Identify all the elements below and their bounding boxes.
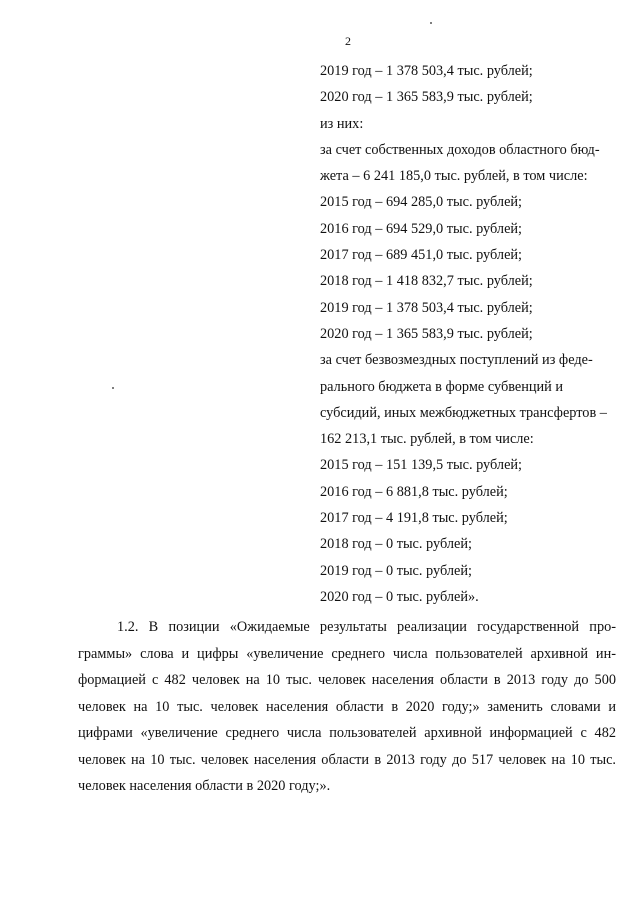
- paragraph-line: цифрами «увеличение среднего числа пользователей архивной информацией с 482: [78, 725, 616, 741]
- funding-line: 2020 год – 1 365 583,9 тыс. рублей;: [320, 325, 533, 342]
- paragraph-line: человек на 10 тыс. человек населения области в 2013 году до 517 человек на 10 тыс.: [78, 751, 616, 768]
- funding-line: 2019 год – 1 378 503,4 тыс. рублей;: [320, 299, 533, 316]
- funding-line: из них:: [320, 115, 364, 132]
- paragraph-line: человек на 10 тыс. человек населения области в 2020 году;» заменить словами и: [78, 698, 616, 715]
- funding-line: за счет безвозмездных поступлений из феде-: [320, 352, 593, 369]
- funding-line: за счет собственных доходов областного бюд-: [320, 141, 600, 158]
- paragraph-line: человек населения области в 2020 году;».: [78, 778, 331, 794]
- funding-line: 2016 год – 694 529,0 тыс. рублей;: [320, 220, 523, 237]
- page-number: 2: [345, 34, 351, 48]
- scan-speck: [112, 387, 114, 389]
- scan-speck: [430, 22, 432, 24]
- funding-line: жета – 6 241 185,0 тыс. рублей, в том числе:: [320, 168, 588, 185]
- funding-line: 2020 год – 0 тыс. рублей».: [320, 588, 479, 605]
- funding-line: 2016 год – 6 881,8 тыс. рублей;: [320, 483, 508, 500]
- funding-line: 2019 год – 0 тыс. рублей;: [320, 562, 472, 579]
- funding-line: 2015 год – 694 285,0 тыс. рублей;: [320, 194, 523, 211]
- paragraph-line: формацией с 482 человек на 10 тыс. человек населения области в 2013 году до 500: [78, 672, 616, 688]
- funding-line: 162 213,1 тыс. рублей, в том числе:: [320, 431, 534, 448]
- funding-line: 2020 год – 1 365 583,9 тыс. рублей;: [320, 89, 533, 106]
- funding-line: 2017 год – 4 191,8 тыс. рублей;: [320, 510, 508, 527]
- paragraph-line: граммы» слова и цифры «увеличение среднего числа пользователей архивной ин-: [78, 645, 616, 662]
- funding-line: 2019 год – 1 378 503,4 тыс. рублей;: [320, 63, 533, 79]
- funding-line: 2015 год – 151 139,5 тыс. рублей;: [320, 457, 523, 474]
- funding-line: 2018 год – 1 418 832,7 тыс. рублей;: [320, 273, 533, 290]
- funding-line: 2017 год – 689 451,0 тыс. рублей;: [320, 247, 523, 264]
- funding-breakdown-column: [320, 58, 630, 610]
- funding-line: 2018 год – 0 тыс. рублей;: [320, 536, 472, 553]
- amendment-paragraph: [78, 614, 616, 800]
- funding-line: рального бюджета в форме субвенций и: [320, 378, 564, 395]
- paragraph-line: 1.2. В позиции «Ожидаемые результаты реализации государственной про-: [117, 619, 616, 635]
- funding-line: субсидий, иных межбюджетных трансфертов –: [320, 404, 607, 421]
